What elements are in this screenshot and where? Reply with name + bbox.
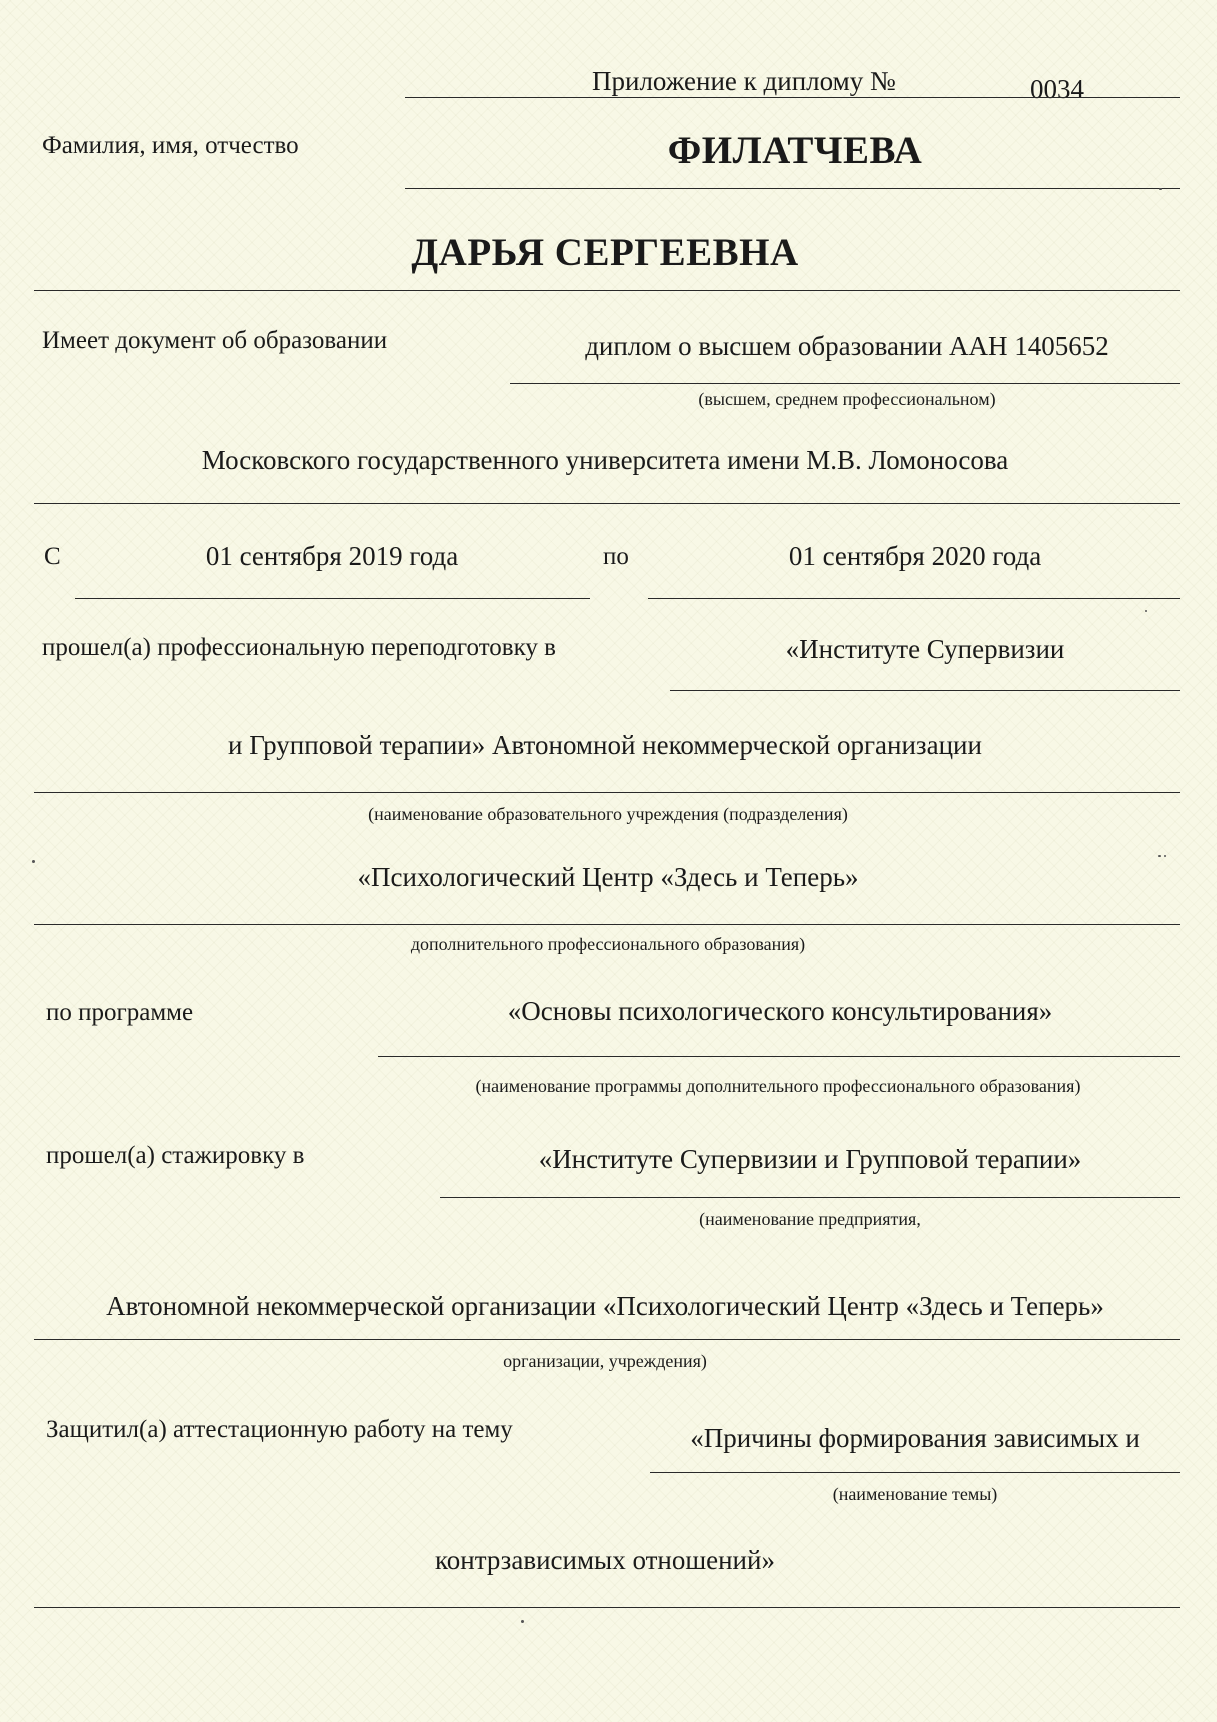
education-document-underline: [510, 383, 1180, 384]
internship-line2-underline: [34, 1339, 1180, 1340]
program-value: «Основы психологического консультирования»: [507, 996, 1053, 1026]
program-underline: [378, 1056, 1180, 1057]
thesis-value-line1: «Причины формирования зависимых и: [690, 1423, 1140, 1453]
retraining-caption-institution: (наименование образовательного учреждения (подразделения): [368, 804, 848, 824]
given-names-value: ДАРЬЯ СЕРГЕЕВНА: [411, 231, 799, 274]
program-label: по программе: [46, 999, 194, 1026]
header-underline: [405, 97, 1180, 98]
retraining-value-line3: «Психологический Центр «Здесь и Теперь»: [357, 862, 859, 892]
scan-speck: [1164, 855, 1166, 857]
scan-speck: [1159, 188, 1162, 190]
retraining-value-line1: «Институте Супервизии: [785, 634, 1065, 664]
retraining-label: прошел(а) профессиональную переподготовку в: [42, 634, 556, 661]
retraining-line1-underline: [670, 690, 1180, 691]
scan-speck: [521, 1620, 524, 1623]
thesis-line1-underline: [650, 1472, 1180, 1473]
full-name-label: Фамилия, имя, отчество: [42, 132, 299, 159]
supplement-number: 0034: [1030, 74, 1084, 104]
period-from-label: С: [44, 543, 61, 570]
period-from-value: 01 сентября 2019 года: [205, 541, 459, 571]
retraining-value-line2: и Групповой терапии» Автономной некоммерческой организации: [228, 730, 982, 760]
scan-speck: [1145, 610, 1147, 612]
thesis-caption: (наименование темы): [832, 1484, 998, 1504]
education-document-value: диплом о высшем образовании ААН 1405652: [585, 331, 1109, 361]
given-names-underline: [34, 290, 1180, 291]
retraining-line2-underline: [34, 792, 1180, 793]
internship-line1-underline: [440, 1197, 1180, 1198]
education-institution-underline: [34, 503, 1180, 504]
program-caption: (наименование программы дополнительного профессионального образования): [475, 1076, 1081, 1096]
surname-underline: [405, 188, 1180, 189]
internship-value-line2: Автономной некоммерческой организации «Психологический Центр «Здесь и Теперь»: [106, 1291, 1104, 1321]
retraining-line3-underline: [34, 924, 1180, 925]
education-document-label: Имеет документ об образовании: [42, 327, 388, 354]
supplement-title: Приложение к диплому №: [592, 66, 896, 96]
education-institution-value: Московского государственного университета имени М.В. Ломоносова: [201, 445, 1009, 475]
period-to-value: 01 сентября 2020 года: [788, 541, 1042, 571]
period-from-underline: [75, 598, 590, 599]
internship-caption-enterprise: (наименование предприятия,: [699, 1209, 921, 1229]
internship-label: прошел(а) стажировку в: [46, 1142, 305, 1169]
surname-value: ФИЛАТЧЕВА: [667, 129, 923, 172]
period-to-label: по: [603, 543, 629, 570]
thesis-label: Защитил(а) аттестационную работу на тему: [46, 1416, 513, 1443]
education-document-caption: (высшем, среднем профессиональном): [698, 389, 996, 409]
internship-value-line1: «Институте Супервизии и Групповой терапии»: [538, 1144, 1082, 1174]
retraining-caption-additional: дополнительного профессионального образования): [410, 934, 806, 954]
internship-caption-organization: организации, учреждения): [503, 1351, 707, 1371]
scan-speck: [32, 860, 35, 863]
thesis-value-line2: контрзависимых отношений»: [435, 1545, 775, 1575]
period-to-underline: [648, 598, 1180, 599]
scan-speck: [1158, 855, 1161, 857]
thesis-line2-underline: [34, 1607, 1180, 1608]
